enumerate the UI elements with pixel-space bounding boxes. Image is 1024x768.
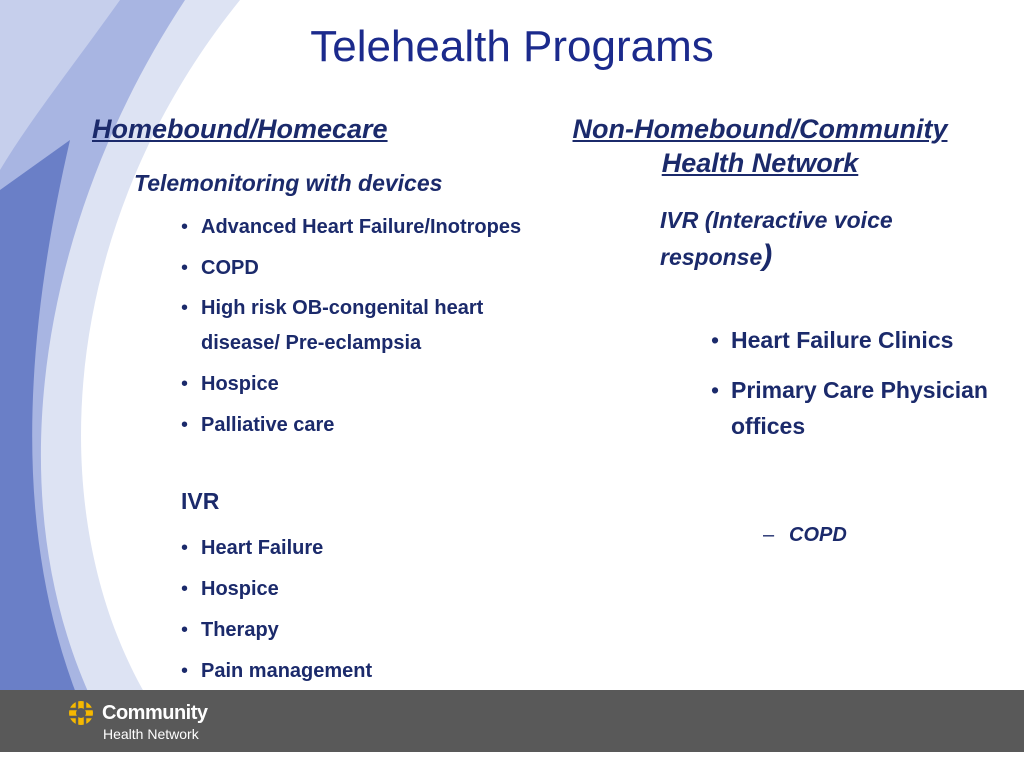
ivr-label: IVR <box>181 488 220 514</box>
list-item: • Hospice <box>201 571 561 607</box>
list-item: • Heart Failure Clinics <box>731 322 991 358</box>
ivr-subheading <box>660 202 990 275</box>
copd-label: COPD <box>789 524 847 546</box>
ivr-subheading-text: IVR (Interactive voice response <box>660 207 893 270</box>
ivr-subheading-paren: ) <box>762 239 773 272</box>
list-item: • Primary Care Physician offices <box>731 372 991 444</box>
copd-subitem <box>763 524 847 547</box>
slide-title: Telehealth Programs <box>310 22 714 71</box>
list-item: • Therapy <box>201 612 561 648</box>
telemonitoring-list <box>201 210 561 448</box>
list-item: • COPD <box>201 250 561 286</box>
list-item: • Palliative care <box>201 407 561 443</box>
heading-non-homebound: Non-Homebound/Community Health Network <box>572 114 948 178</box>
community-list <box>731 322 991 458</box>
list-item: • Advanced Heart Failure/Inotropes <box>201 210 561 245</box>
heading-homebound: Homebound/Homecare <box>92 114 388 144</box>
telemonitoring-subheading: Telemonitoring with devices <box>134 170 443 196</box>
list-item: • High risk OB-congenital heart disease/ Pre-eclampsia <box>201 291 561 361</box>
list-item: • Hospice <box>201 366 561 402</box>
dash-icon: – <box>763 524 775 546</box>
list-item: • Heart Failure <box>201 530 561 566</box>
ivr-list <box>201 530 561 694</box>
list-item: • Pain management <box>201 653 561 689</box>
logo-text-community: Community <box>102 702 208 724</box>
footer-strip <box>0 752 1024 768</box>
logo-text-health-network: Health Network <box>103 726 199 742</box>
